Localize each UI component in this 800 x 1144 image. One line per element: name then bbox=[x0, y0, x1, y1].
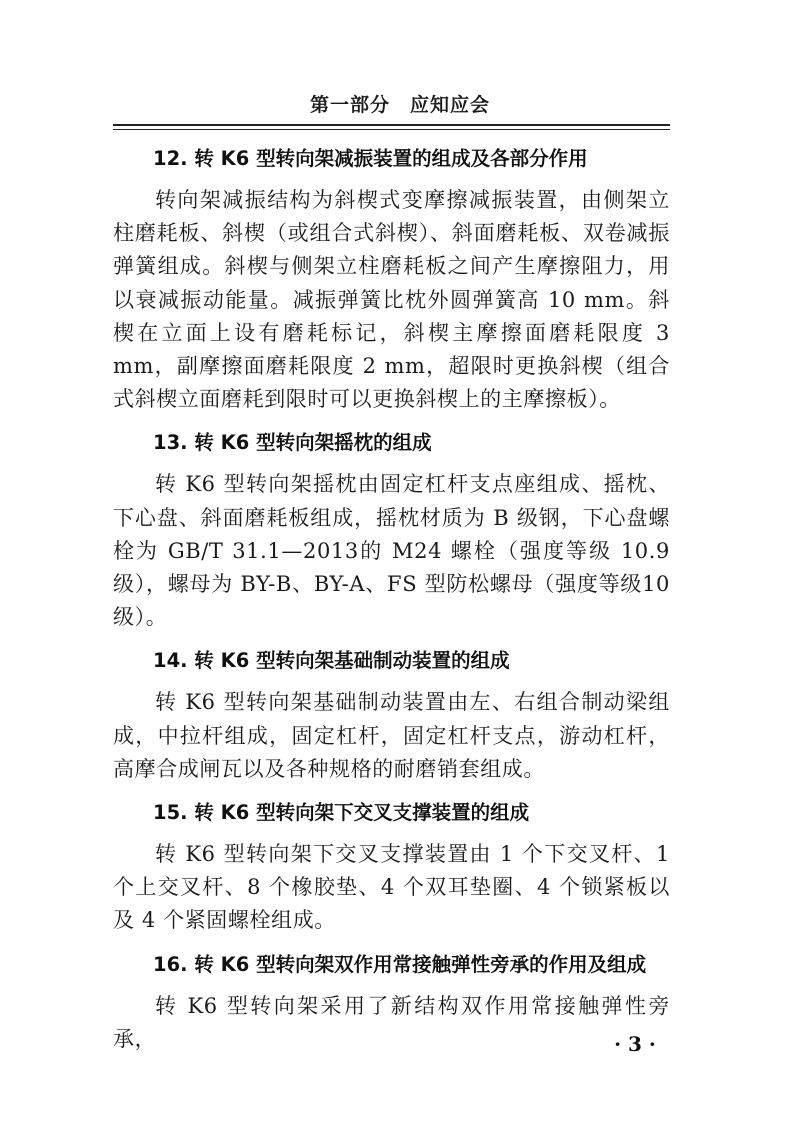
section-body: 转 K6 型转向架采用了新结构双作用常接触弹性旁承， bbox=[113, 993, 670, 1051]
section-13 bbox=[113, 426, 670, 634]
section-heading: 13. 转 K6 型转向架摇枕的组成 bbox=[153, 431, 432, 455]
section-heading: 12. 转 K6 型转向架减振装置的组成及各部分作用 bbox=[153, 147, 588, 170]
section-body: 转 K6 型转向架摇枕由固定杠杆支点座组成、摇枕、下心盘、斜面磨耗板组成，摇枕材质为 B 级钢，下心盘螺栓为 GB/T 31.1—2013的 M24 螺栓（强度等级 10.9 级），螺母为 BY-B、BY-A、FS 型防松螺母（强度等级10 级）。 bbox=[113, 472, 670, 630]
section-16 bbox=[113, 948, 670, 1056]
section-heading: 15. 转 K6 型转向架下交叉支撑装置的组成 bbox=[153, 801, 530, 825]
page-number: · 3 · bbox=[614, 1032, 656, 1056]
header-rule-thick bbox=[113, 124, 670, 126]
header-rule-thin bbox=[113, 129, 670, 130]
section-heading: 16. 转 K6 型转向架双作用常接触弹性旁承的作用及组成 bbox=[153, 952, 647, 976]
page-content bbox=[113, 142, 670, 1066]
section-body: 转 K6 型转向架基础制动装置由左、右组合制动梁组成，中拉杆组成，固定杠杆，固定杠杆支点，游动杠杆，高摩合成闸瓦以及各种规格的耐磨销套组成。 bbox=[113, 690, 670, 781]
section-body: 转 K6 型转向架下交叉支撑装置由 1 个下交叉杆、1 个上交叉杆、8 个橡胶垫、4 个双耳垫圈、4 个锁紧板以及 4 个紧固螺栓组成。 bbox=[113, 842, 670, 933]
section-heading: 14. 转 K6 型转向架基础制动装置的组成 bbox=[153, 649, 510, 673]
section-12 bbox=[113, 142, 670, 416]
section-body: 转向架减振结构为斜楔式变摩擦减振装置，由侧架立柱磨耗板、斜楔（或组合式斜楔）、斜面磨耗板、双卷减振弹簧组成。斜楔与侧架立柱磨耗板之间产生摩擦阻力，用以衰减振动能量。减振弹簧比枕外圆弹簧高 10 mm。斜楔在立面上设有磨耗标记，斜楔主摩擦面磨耗限度 3 mm，副摩擦面磨耗限度 2 mm，超限时更换斜楔（组合式斜楔立面磨耗到限时可以更换斜楔上的主摩擦板）。 bbox=[113, 188, 670, 412]
section-14 bbox=[113, 644, 670, 786]
section-15 bbox=[113, 796, 670, 938]
running-header: 第一部分 应知应会 bbox=[309, 94, 490, 116]
